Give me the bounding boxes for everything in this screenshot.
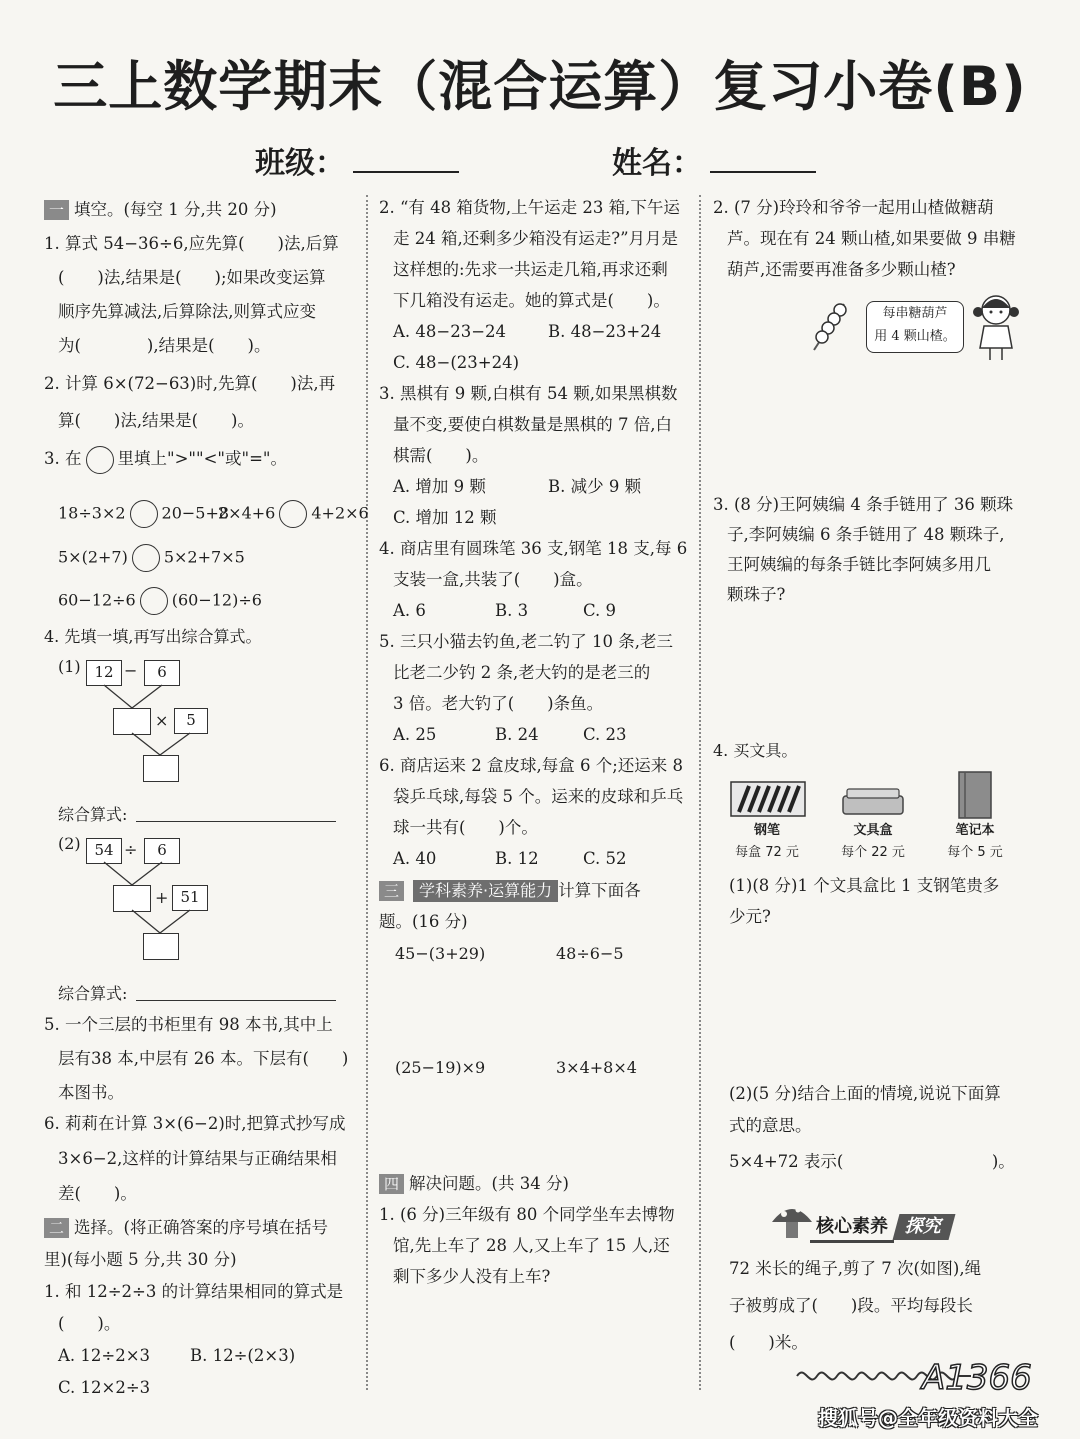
name-label: 姓名： — [612, 146, 702, 181]
option[interactable]: B. 48−23+24 — [548, 322, 662, 341]
option[interactable]: A. 40 — [393, 849, 437, 868]
question-4-3: 3. (8 分)王阿姨编 4 条手链用了 36 颗珠 子,李阿姨编 6 条手链用了 48 颗珠子, 王阿姨编的每条手链比李阿姨多用几 颗珠子? — [713, 495, 1014, 604]
option[interactable]: A. 25 — [393, 725, 437, 744]
question-1-6: 6. 莉莉在计算 3×(6−2)时,把算式抄写成 3×6−2,这样的计算结果与正确结果相 差( )。 — [44, 1114, 346, 1203]
formula-label: 综合算式: — [58, 805, 128, 824]
column-divider — [366, 195, 368, 1390]
section-tag: 学科素养·运算能力 — [413, 880, 558, 902]
diagram-label: (1) — [58, 657, 81, 676]
girl-icon — [968, 290, 1024, 362]
pencil-case-icon — [841, 786, 905, 818]
diagram-number: 12 — [86, 660, 122, 686]
option[interactable]: A. 增加 9 颗 — [393, 477, 486, 496]
compare-row: 2×4+6 4+2×6 — [218, 500, 369, 528]
diagram-number: 6 — [144, 660, 180, 686]
core-question: 72 米长的绳子,剪了 7 次(如图),绳 子被剪成了( )段。平均每段长 ( )米。 — [729, 1259, 982, 1352]
question-4-4-1: (1)(8 分)1 个文具盒比 1 支钢笔贵多 少元? — [729, 876, 1000, 926]
option[interactable]: B. 12 — [495, 849, 539, 868]
question-1-2: 2. 计算 6×(72−63)时,先算( )法,再 算( )法,结果是( )。 — [44, 374, 336, 430]
section-2-heading: 二 选择。(将正确答案的序号填在括号 里)(每小题 5 分,共 30 分) — [44, 1218, 328, 1269]
formula-label: 综合算式: — [58, 984, 128, 1003]
section-number: 四 — [379, 1174, 404, 1194]
option[interactable]: A. 12÷2×3 — [58, 1346, 151, 1365]
compare-row: 5×(2+7) 5×2+7×5 — [58, 544, 245, 572]
question-4-4-2: (2)(5 分)结合上面的情境,说说下面算 式的意思。 5×4+72 表示( )。 — [729, 1084, 1015, 1171]
compare-row: 18÷3×2 20−5+8 — [58, 500, 229, 528]
mushroom-icon — [768, 1200, 816, 1242]
section-4: 四 解决问题。(共 34 分) 1. (6 分)三年级有 80 个同学坐车去博物 馆,先上车了 28 人,又上车了 15 人,还 剩下多少人没有上车? — [379, 1174, 675, 1286]
diagram-operator: × — [155, 711, 169, 730]
watermark-code: A1366 — [922, 1358, 1032, 1398]
section-number: 二 — [44, 1218, 69, 1238]
item-pencil-case: 文具盒 每个 22 元 — [841, 823, 905, 860]
item-notebook: 笔记本 每个 5 元 — [947, 823, 1003, 860]
question-2-1: 1. 和 12÷2÷3 的计算结果相同的算式是 ( )。 A. 12÷2×3 B. 12÷(2×3) C. 12×2÷3 — [44, 1276, 359, 1404]
option[interactable]: A. 6 — [393, 601, 426, 620]
column-divider — [699, 195, 701, 1390]
section-number: 三 — [379, 881, 404, 901]
item-pen: 钢笔 每盒 72 元 — [735, 823, 799, 860]
option[interactable]: B. 减少 9 颗 — [548, 477, 642, 496]
class-label: 班级： — [255, 146, 345, 181]
compare-circle[interactable] — [140, 587, 168, 615]
diagram-operator: + — [155, 888, 169, 907]
diagram-number: 5 — [174, 708, 208, 734]
question-4-2: 2. (7 分)玲玲和爷爷一起用山楂做糖葫 芦。现在有 24 颗山楂,如果要做 9 串糖 葫芦,还需要再准备多少颗山楂? — [713, 198, 1016, 279]
diagram-lines — [80, 858, 220, 938]
column-left — [44, 190, 356, 479]
option[interactable]: B. 12÷(2×3) — [190, 1346, 296, 1365]
option[interactable]: C. 48−(23+24) — [393, 353, 520, 372]
class-field — [255, 138, 459, 182]
pen-box-icon — [729, 778, 807, 820]
notebook-icon — [955, 770, 995, 822]
question-1-3: 3. 在 里填上">""<"或"="。 — [44, 439, 356, 479]
question-1-4: 4. 先填一填,再写出综合算式。 — [44, 627, 262, 646]
watermark-site: 搜狐号@全年级资料大全 — [818, 1406, 1038, 1430]
tanghulu-icon — [806, 298, 854, 354]
question-4-4: 4. 买文具。 — [713, 741, 798, 760]
core-literacy-badge: 核心素养 探究 — [810, 1214, 952, 1243]
speech-bubble: 每串糖葫芦 用 4 颗山楂。 — [866, 301, 964, 353]
calc-expression: 48÷6−5 — [556, 944, 624, 963]
option[interactable]: C. 52 — [583, 849, 627, 868]
compare-circle[interactable] — [130, 500, 158, 528]
column-middle: 2. “有 48 箱货物,上午运走 23 箱,下午运 走 24 箱,还剩多少箱没有运走?”月月是 这样想的:先求一共运走几箱,再求还剩 下几箱没有运走。她的算式是( )。 A. 48−23−24 B. 48−23+24 C. 48−(23+24) 3. 黑棋有 9 颗,白棋有 54 颗,如果黑棋数 量不变,要使白棋数量是黑棋的 7 倍,白 棋需( )。 A. 增加 9 颗 B. 减少 9 颗 C. 增加 12 颗 4. 商店里有圆珠笔 36 支,钢笔 18 支,每 6 支装一盒,共装了( )盒。 A. 6 B. 3 C. 9 5. 三只小猫去钓鱼,老二钓了 10 条,老三 比老二少钓 2 条,老大钓的是老三的 3 倍。老大钓了( )条鱼。 A. 25 B. 24 C. 23 6. 商店运来 2 盒皮球,每盒 6 个;还运来 8 袋乒乓球,每袋 5 个。运来的皮球和乒乓 球一共有( )个。 A. 40 B. 12 C. 52 三 学科素养·运算能力 计算下面各 题。(16 分) — [379, 192, 691, 937]
class-blank[interactable] — [353, 149, 459, 173]
formula-blank[interactable] — [136, 981, 336, 1001]
diagram-lines — [80, 680, 220, 760]
question-1-5: 5. 一个三层的书柜里有 98 本书,其中上 层有38 本,中层有 26 本。下层有( ) 本图书。 — [44, 1015, 349, 1102]
diagram-label: (2) — [58, 834, 81, 853]
calc-expression: 3×4+8×4 — [556, 1058, 637, 1077]
section-number: 一 — [44, 200, 69, 220]
compare-circle[interactable] — [279, 500, 307, 528]
compare-circle[interactable] — [132, 544, 160, 572]
section-heading: 填空。(每空 1 分,共 20 分) — [74, 200, 277, 219]
name-blank[interactable] — [710, 149, 816, 173]
diagram-number: 51 — [172, 885, 208, 911]
option[interactable]: C. 12×2÷3 — [58, 1378, 151, 1397]
compare-row: 60−12÷6 (60−12)÷6 — [58, 587, 262, 615]
calc-expression: 45−(3+29) — [395, 944, 486, 963]
page-title: 三上数学期末（混合运算）复习小卷(B) — [53, 55, 1027, 118]
diagram-operator: − — [124, 661, 138, 680]
formula-blank[interactable] — [136, 802, 336, 822]
option[interactable]: C. 9 — [583, 601, 617, 620]
option[interactable]: C. 增加 12 颗 — [393, 508, 497, 527]
name-field — [612, 138, 816, 182]
calc-expression: (25−19)×9 — [395, 1058, 486, 1077]
diagram-operator: ÷ — [124, 840, 138, 859]
option[interactable]: A. 48−23−24 — [393, 322, 507, 341]
diagram-number: 54 — [86, 838, 122, 864]
option[interactable]: B. 24 — [495, 725, 539, 744]
diagram-number: 6 — [144, 838, 180, 864]
circle-icon — [86, 446, 114, 474]
question-1-1: 1. 算式 54−36÷6,应先算( )法,后算 ( )法,结果是( );如果改变运算 顺序先算减法,后算除法,则算式应变 为( ),结果是( )。 — [44, 234, 339, 355]
option[interactable]: C. 23 — [583, 725, 627, 744]
option[interactable]: B. 3 — [495, 601, 529, 620]
